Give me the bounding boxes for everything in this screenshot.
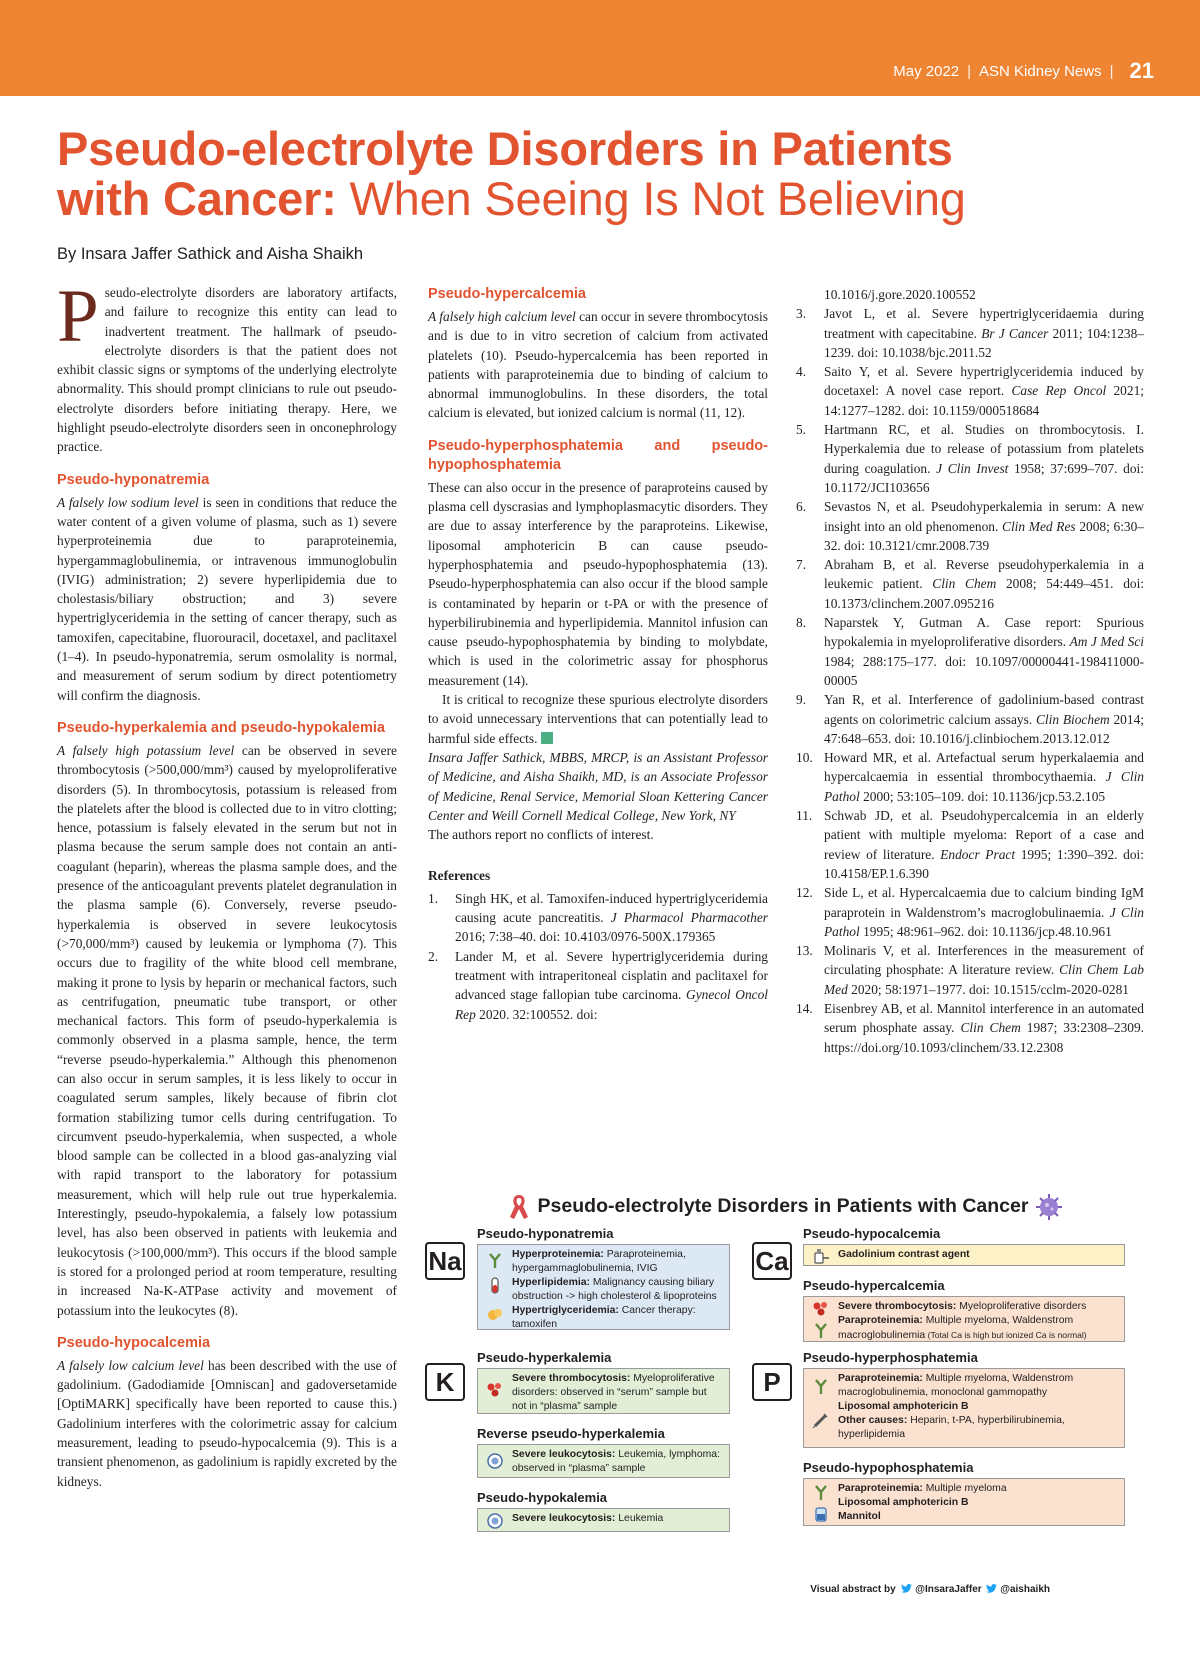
- reference-item: [796, 497, 1144, 555]
- intro-text: seudo-electrolyte disorders are laboratory artifacts, and failure to recognize this entity can lead to inadvertent treatment. The hallmark of pseudo-electrolyte disorders is that the patient does not exhibit classic signs or symptoms of the underlying electrolyte abnormality. This should prompt clinicians to rule out pseudo-electrolyte disorders before initiating therapy. Here, we highlight pseudo-electrolyte disorders seen in onconephrology practice.: [57, 285, 397, 455]
- paragraph-hyperphosphatemia: These can also occur in the presence of paraproteins caused by plasma cell dyscrasias and lymphoplasmacytic disorders. They are due to assay interference by the paraproteins. Likewise, liposomal amphotericin B can cause pseudo-hyperphosphatemia and pseudo-hypophosphatemia (13). Pseudo-hyperphosphatemia can also occur if the blood sample is contaminated by heparin or t-PA or with the presence of hyperbilirubinemia and hyperlipidemia. Mannitol infusion can cause pseudo-hypophosphatemia by binding to molybdate, which is used in the colorimetric assay for phosphorus measurement (14).: [428, 479, 768, 688]
- reference-text: Schwab JD, et al. Pseudohypercalcemia in an elderly patient with multiple myeloma: Report of a case and review of literature.: [824, 808, 1144, 862]
- reference-journal: J Clin Pathol: [824, 769, 1144, 804]
- reference-number: 14.: [796, 1000, 813, 1016]
- visual-abstract-title-text: Pseudo-electrolyte Disorders in Patients with Cancer: [537, 1195, 1029, 1218]
- visual-abstract: [420, 1190, 1150, 1595]
- va-p-line-2: [838, 1400, 1118, 1414]
- phosphorus-symbol: P: [752, 1363, 792, 1401]
- va-ca-hyper-line-1-text: Myeloproliferative disorders: [956, 1301, 1087, 1312]
- va-k-hypo-label: Severe leukocytosis:: [512, 1513, 616, 1524]
- va-p-line-3: [838, 1414, 1118, 1442]
- conflicts-statement: The authors report no conflicts of interest.: [428, 827, 654, 843]
- reference-journal: Case Rep Oncol: [1011, 383, 1107, 399]
- column-3: [796, 285, 1144, 1057]
- twitter-handle-1[interactable]: @InsaraJaffer: [915, 1584, 982, 1595]
- reference-journal: J Pharmacol Pharmacother: [610, 910, 768, 926]
- lipid-droplet-icon: [486, 1305, 504, 1323]
- reference-journal: Endocr Pract: [940, 846, 1016, 862]
- reference-item: [796, 999, 1144, 1057]
- va-p-line-3-label: Other causes:: [838, 1415, 908, 1426]
- va-p-line-1-text: Multiple myeloma, Waldenstrom macroglobulinemia, monoclonal gammopathy: [838, 1373, 1074, 1398]
- va-hypophosphatemia-box: [803, 1478, 1125, 1526]
- reference-item: [428, 889, 768, 947]
- reference-item: [796, 883, 1144, 941]
- reference-number: 1.: [428, 890, 439, 906]
- reference-text: Howard MR, et al. Artefactual serum hyperkalaemia and hypercalcaemia in essential thrombocythaemia.: [824, 750, 1144, 785]
- reference-item: [796, 285, 1144, 304]
- twitter-bird-icon-2: [986, 1584, 997, 1593]
- reference-journal: J Clin Pathol: [824, 904, 1144, 939]
- references-list-b: [796, 285, 1144, 1057]
- reference-item: [796, 420, 1144, 497]
- va-hyperphosphatemia-box: [803, 1368, 1125, 1448]
- reference-number: 4.: [796, 364, 807, 380]
- va-k-line-1-text: Myeloproliferative disorders: observed in “serum” sample but not in “plasma” sample: [512, 1373, 715, 1412]
- reference-journal: Gynecol Oncol Rep: [455, 987, 769, 1022]
- va-na-line-3-text: Cancer therapy: tamoxifen: [512, 1305, 696, 1330]
- reference-number: 2.: [428, 948, 439, 964]
- va-k-line-1-label: Severe thrombocytosis:: [512, 1373, 631, 1384]
- reference-number: 5.: [796, 422, 807, 438]
- credit-text: Visual abstract by: [810, 1584, 896, 1595]
- reference-details: 2014; 47:648–653. doi: 10.1016/j.clinbiochem.2013.12.012: [824, 711, 1144, 746]
- title-subtitle: When Seeing Is Not Believing: [336, 172, 966, 225]
- visual-abstract-credit: [810, 1584, 1050, 1595]
- em-hypercalcemia: A falsely high calcium level: [428, 309, 576, 324]
- paragraph-hyponatremia: [57, 493, 397, 705]
- va-k-reverse-text: Leukemia, lymphoma: observed in “plasma” sample: [512, 1449, 720, 1474]
- reference-details: 2008; 6:30–32. doi: 10.3121/cmr.2008.739: [824, 518, 1145, 553]
- va-k-reverse-label: Severe leukocytosis:: [512, 1449, 616, 1460]
- reference-details: 2000; 53:105–109. doi: 10.1136/jcp.53.2.105: [859, 788, 1106, 804]
- va-k-hypo-line: [512, 1512, 723, 1526]
- reference-journal: Clin Biochem: [1035, 711, 1110, 727]
- reference-item: [796, 304, 1144, 362]
- sodium-symbol: Na: [425, 1242, 465, 1280]
- reference-number: 7.: [796, 557, 807, 573]
- va-hypokalemia-heading: Pseudo-hypokalemia: [477, 1490, 608, 1505]
- va-p-hypo-line-1-text: Multiple myeloma: [922, 1483, 1007, 1494]
- issue-date: May 2022: [893, 62, 960, 80]
- antibody-icon-3: [812, 1377, 830, 1395]
- running-header: [893, 56, 1154, 86]
- reference-details: 2011; 104:1238–1239. doi: 10.1038/bjc.2011.52: [824, 325, 1145, 360]
- va-hyperkalemia-heading: Pseudo-hyperkalemia: [477, 1350, 612, 1365]
- reference-journal: Am J Med Sci: [1069, 634, 1144, 650]
- intro-paragraph: [57, 275, 397, 457]
- va-hypocalcemia-box: [803, 1244, 1125, 1266]
- va-p-hypo-line-2-label: Liposomal amphotericin B: [838, 1497, 969, 1508]
- va-k-reverse-line: [512, 1448, 723, 1476]
- va-hyperkalemia-box: [477, 1368, 730, 1414]
- reference-item: [428, 947, 768, 1024]
- reference-number: 3.: [796, 306, 807, 322]
- va-hyponatremia-box: [477, 1244, 730, 1330]
- reference-journal: Clin Chem: [932, 576, 997, 592]
- paragraph-closing: [428, 690, 768, 748]
- platelets-icon: [486, 1381, 504, 1399]
- va-ca-hyper-line-1-label: Severe thrombocytosis:: [838, 1301, 957, 1312]
- va-p-hypo-line-1-label: Paraproteinemia:: [838, 1483, 923, 1494]
- syringe-icon: [812, 1411, 830, 1429]
- reference-number: 12.: [796, 885, 813, 901]
- antibody-icon-4: [812, 1483, 830, 1501]
- platelets-icon-2: [812, 1300, 830, 1318]
- header-separator: |: [967, 62, 972, 80]
- twitter-handle-2[interactable]: @aishaikh: [1000, 1584, 1050, 1595]
- va-k-hypo-text: Leukemia: [615, 1513, 664, 1524]
- va-hyperphosphatemia-heading: Pseudo-hyperphosphatemia: [803, 1350, 978, 1365]
- ribbon-icon: [506, 1193, 532, 1221]
- paragraph-hypercalcemia: [428, 307, 768, 423]
- va-hypercalcemia-box: [803, 1296, 1125, 1342]
- publication-name: ASN Kidney News: [979, 62, 1102, 80]
- va-na-line-3-label: Hypertriglyceridemia:: [512, 1305, 619, 1316]
- em-hyperkalemia: A falsely high potassium level: [57, 742, 235, 758]
- va-na-line-1: [512, 1248, 723, 1276]
- va-ca-line-1-label: Gadolinium contrast agent: [838, 1249, 970, 1260]
- reference-details: 2020; 58:1971–1977. doi: 10.1515/cclm-2020-0281: [847, 981, 1129, 997]
- em-hyponatremia: A falsely low sodium level: [57, 494, 199, 510]
- va-p-hypo-line-3-label: Mannitol: [838, 1511, 881, 1522]
- em-hypocalcemia: A falsely low calcium level: [57, 1357, 204, 1373]
- va-reverse-hyperkalemia-heading: Reverse pseudo-hyperkalemia: [477, 1426, 665, 1441]
- visual-abstract-title: [420, 1192, 1150, 1222]
- reference-text: Side L, et al. Hypercalcaemia due to calcium binding IgM paraprotein in Waldenstrom’s macroglobulinaemia.: [824, 885, 1144, 920]
- text-hyponatremia: is seen in conditions that reduce the water content of a given volume of plasma, such as 1) severe hyperproteinemia due to paraproteinemia, hypergammaglobulinemia, or intravenous immunoglobulin (IVIG) administration; 2) severe hyperlipidemia due to cholestasis/biliary obstruction; and 3) severe hypertriglyceridemia in the setting of cancer therapy, such as tamoxifen, capecitabine, fluorouracil, docetaxel, and paclitaxel (1–4). In pseudo-hyponatremia, serum osmolality is normal, and measurement of serum sodium by direct potentiometry will confirm the diagnosis.: [57, 494, 397, 703]
- calcium-symbol: Ca: [752, 1242, 792, 1280]
- va-k-line-1: [512, 1372, 723, 1414]
- reference-number: 6.: [796, 499, 807, 515]
- reference-item: [796, 806, 1144, 883]
- text-hyperkalemia: can be observed in severe thrombocytosis (>500,000/mm³) caused by myeloproliferative disorders (5). In thrombocytosis, potassium is released from the platelets after the blood is collected due to in vitro clotting; hence, potassium is falsely elevated in the serum but not in plasma because the serum sample does not contain an anti-coagulant (heparin), whereas the plasma sample does, and the presence of the anticoagulant prevents platelet degranulation in the plasma sample (6). Conversely, reverse pseudo-hyperkalemia is observed in severe leukocytosis (>70,000/mm³) caused by leukemia or lymphoma (7). This occurs due to fragility of the white blood cell membrane, making it prone to lysis by heparin or mechanical factors, such as centrifugation, pneumatic tube transport, or other mechanical factors. This form of pseudo-hyperkalemia is commonly observed in a plasma sample, hence, the term “reverse pseudo-hyperkalemia.” Although this phenomenon can also occur in serum samples, it is less likely to occur in coagulated serum samples, likely because of fibrin clot formation stabilizing tumor cells during centrifugation. To circumvent pseudo-hyperkalemia, when suspected, a whole blood sample can be collected in a blood gas-analyzing vial with rapid transport to the laboratory for potassium measurement, which will help rule out true hyperkalemia. Interestingly, pseudo-hypokalemia, a falsely low potassium level, has also been observed in patients with leukemia and leukocytosis (>100,000/mm³). This occurs if the blood sample is stored for a prolonged period at room temperature, resulting in increased Na-K-ATPase activity and movement of potassium into the leukocytes (8).: [57, 742, 397, 1318]
- text-hypercalcemia: can occur in severe thrombocytosis and is due to in vitro secretion of calcium from activated platelets (10). Pseudo-hypercalcemia has been reported in patients with paraproteinemia due to binding of calcium to abnormal immunoglobulins. In these disorders, the total calcium is elevated, but ionized calcium is normal (11, 12).: [428, 309, 768, 421]
- reference-details: 1958; 37:699–707. doi: 10.1172/JCI103656: [824, 460, 1145, 495]
- va-p-hypo-line-3: [838, 1510, 1118, 1524]
- va-na-line-2: [512, 1276, 723, 1304]
- leukocyte-icon-2: [486, 1512, 504, 1530]
- article-title: [57, 124, 1157, 224]
- drop-cap: P: [57, 275, 99, 358]
- twitter-bird-icon: [901, 1584, 912, 1593]
- reference-details: 2020. 32:100552. doi:: [475, 1006, 598, 1022]
- reference-text: Yan R, et al. Interference of gadolinium-based contrast agents on colorimetric calcium assays.: [824, 692, 1144, 727]
- va-na-line-3: [512, 1304, 723, 1332]
- heading-hypocalcemia: Pseudo-hypocalcemia: [57, 1334, 211, 1351]
- reference-number: 13.: [796, 943, 813, 959]
- header-separator-2: |: [1109, 62, 1114, 80]
- reference-journal: J Clin Invest: [936, 460, 1009, 476]
- va-ca-hyper-note: (Total Ca is high but ionized Ca is normal): [925, 1330, 1087, 1340]
- column-2: [428, 285, 768, 1024]
- reference-details: 1984; 288:175–177. doi: 10.1097/00000441-198411000-00005: [824, 653, 1144, 688]
- reference-journal: Clin Chem: [960, 1020, 1021, 1036]
- reference-number: 8.: [796, 615, 807, 631]
- reference-item: [796, 362, 1144, 420]
- leukocyte-icon: [486, 1452, 504, 1470]
- reference-journal: Clin Chem Lab Med: [824, 962, 1144, 997]
- reference-item: [796, 941, 1144, 999]
- column-1: [57, 275, 397, 1491]
- reference-item: [796, 613, 1144, 690]
- reference-text: Saito Y, et al. Severe hypertriglyceridemia induced by docetaxel: A novel case report.: [824, 364, 1144, 399]
- reference-number: 9.: [796, 692, 807, 708]
- paragraph-hypocalcemia: [57, 1356, 397, 1491]
- va-na-line-2-label: Hyperlipidemia:: [512, 1277, 590, 1288]
- title-line-1: Pseudo-electrolyte Disorders in Patients: [57, 122, 953, 175]
- reference-text: 10.1016/j.gore.2020.100552: [824, 287, 976, 302]
- heading-hypercalcemia: Pseudo-hypercalcemia: [428, 286, 586, 302]
- reference-text: Lander M, et al. Severe hypertriglyceridemia during treatment with intraperitoneal cisplatin and paclitaxel for advanced stage fallopian tube carcinoma.: [455, 948, 768, 1003]
- va-reverse-hyperkalemia-box: [477, 1444, 730, 1478]
- potassium-symbol: K: [425, 1363, 465, 1401]
- contrast-vial-icon: [812, 1247, 830, 1265]
- va-p-line-1: [838, 1372, 1118, 1400]
- reference-item: [796, 748, 1144, 806]
- reference-text: Singh HK, et al. Tamoxifen-induced hypertriglyceridemia causing acute pancreatitis.: [455, 890, 768, 926]
- reference-details: 2016; 7:38–40. doi: 10.4103/0976-500X.179365: [455, 929, 716, 945]
- va-ca-hyper-line-2-label: Paraproteinemia:: [838, 1315, 923, 1326]
- va-p-line-2-label: Liposomal amphotericin B: [838, 1401, 969, 1412]
- reference-journal: Clin Med Res: [1002, 518, 1076, 534]
- text-hypocalcemia: has been described with the use of gadolinium. (Gadodiamide [Omniscan] and gadoversetamide [OptiMARK] specifically have been reported to cause this.) Gadolinium interferes with the colorimetric assay for calcium measurement, leading to pseudo-hypocalcemia (9). This is a transient phenomenon, as gadolinium is rapidly excreted by the kidneys.: [57, 1357, 397, 1489]
- test-tube-icon: [486, 1277, 504, 1295]
- author-bio: Insara Jaffer Sathick, MBBS, MRCP, is an Assistant Professor of Medicine, and Aisha Shaikh, MD, is an Associate Professor of Medicine, Renal Service, Memorial Sloan Kettering Cancer Center and Weill Cornell Medical College, New York, NY: [428, 749, 768, 823]
- va-hyponatremia-heading: Pseudo-hyponatremia: [477, 1226, 614, 1241]
- reference-text: Molinaris V, et al. Interferences in the measurement of circulating phosphate: A literature review.: [824, 943, 1144, 978]
- va-na-line-1-text: Paraproteinemia, hypergammaglobulinemia, IVIG: [512, 1249, 686, 1274]
- title-line-2: with Cancer:: [57, 172, 337, 225]
- va-hypocalcemia-heading: Pseudo-hypocalcemia: [803, 1226, 941, 1241]
- reference-details: 1995; 1:390–392. doi: 10.4158/EP.1.6.390: [824, 846, 1144, 881]
- antibody-icon-2: [812, 1321, 830, 1339]
- end-mark: [541, 732, 553, 744]
- reference-item: [796, 555, 1144, 613]
- va-na-line-1-label: Hyperproteinemia:: [512, 1249, 604, 1260]
- reference-number: 10.: [796, 750, 813, 766]
- byline: By Insara Jaffer Sathick and Aisha Shaikh: [57, 245, 364, 263]
- va-ca-hyper-line-2-text: Multiple myeloma, Waldenstrom macroglobulinemia: [838, 1315, 1074, 1341]
- cancer-cell-icon: [1034, 1192, 1064, 1222]
- va-hypokalemia-box: [477, 1508, 730, 1532]
- va-ca-hyper-line-2: [838, 1314, 1118, 1343]
- reference-details: 2008; 54:449–451. doi: 10.1373/clinchem.2007.095216: [824, 576, 1145, 611]
- heading-hyperphosphatemia: Pseudo-hyperphosphatemia and pseudo-hypophosphatemia: [428, 437, 768, 473]
- heading-hyponatremia: Pseudo-hyponatremia: [57, 471, 210, 488]
- reference-text: Eisenbrey AB, et al. Mannitol interference in an automated serum phosphate assay.: [824, 1000, 1144, 1036]
- references-list-a: [428, 889, 768, 1024]
- antibody-icon: [486, 1251, 504, 1269]
- va-p-hypo-line-1: [838, 1482, 1118, 1496]
- va-ca-hyper-line-1: [838, 1300, 1118, 1314]
- references-heading: References: [428, 868, 491, 884]
- va-p-hypo-line-2: [838, 1496, 1118, 1510]
- va-p-line-1-label: Paraproteinemia:: [838, 1373, 923, 1384]
- va-na-line-2-text: Malignancy causing biliary obstruction -> high cholesterol & lipoproteins: [512, 1277, 717, 1302]
- reference-item: [796, 690, 1144, 748]
- va-p-line-3-text: Heparin, t-PA, hyperbilirubinemia, hyperlipidemia: [838, 1415, 1065, 1440]
- reference-details: 2021; 14:1277–1282. doi: 10.1159/000518684: [824, 383, 1144, 418]
- page-number: 21: [1129, 58, 1154, 83]
- reference-text: Hartmann RC, et al. Studies on thrombocytosis. I. Hyperkalemia due to release of potassium from platelets during coagulation.: [824, 422, 1144, 476]
- reference-text: Javot L, et al. Severe hypertriglyceridaemia during treatment with capecitabine.: [824, 306, 1144, 341]
- va-hypercalcemia-heading: Pseudo-hypercalcemia: [803, 1278, 945, 1293]
- closing-text: It is critical to recognize these spurious electrolyte disorders to avoid unnecessary interventions that can potentially lead to harmful side effects.: [428, 692, 768, 746]
- reference-journal: Br J Cancer: [981, 325, 1049, 341]
- reference-details: 1995; 48:961–962. doi: 10.1136/jcp.48.10.961: [859, 923, 1112, 939]
- va-ca-line-1: [838, 1248, 1118, 1262]
- reference-text: Sevastos N, et al. Pseudohyperkalemia in serum: A new insight into an old phenomenon.: [824, 499, 1144, 534]
- reference-number: 11.: [796, 808, 813, 824]
- paragraph-hyperkalemia: [57, 741, 397, 1320]
- iv-bag-icon: [812, 1506, 830, 1524]
- reference-text: Abraham B, et al. Reverse pseudohyperkalemia in a leukemic patient.: [824, 557, 1144, 592]
- reference-details: 1987; 33:2308–2309. https://doi.org/10.1093/clinchem/33.12.2308: [824, 1020, 1145, 1055]
- heading-hyperkalemia: Pseudo-hyperkalemia and pseudo-hypokalemia: [57, 719, 385, 736]
- reference-text: Naparstek Y, Gutman A. Case report: Spurious hypokalemia in myeloproliferative disorders.: [824, 615, 1144, 650]
- va-hypophosphatemia-heading: Pseudo-hypophosphatemia: [803, 1460, 974, 1475]
